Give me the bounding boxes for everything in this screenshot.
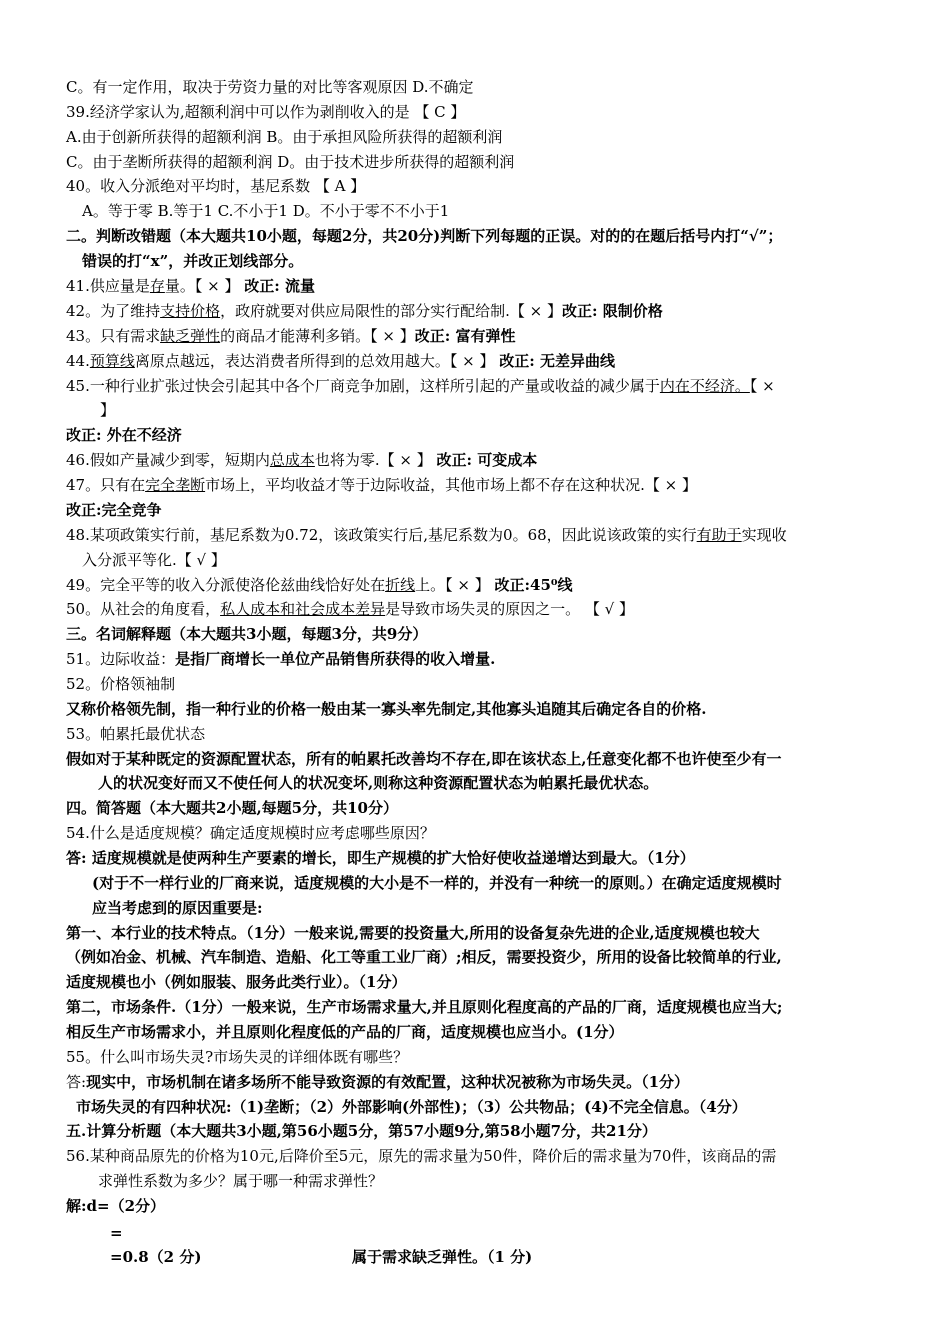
- section3-title: 三。名词解释题（本大题共3小题，每题3分，共9分）: [66, 625, 428, 643]
- q48-underlined: 有助于: [696, 526, 742, 544]
- q43: [66, 326, 515, 346]
- section2-title: 二。判断改错题（本大题共10小题，每题2分，共20分)判断下列每题的正误。对的的在题后括号内打“√”；: [66, 227, 783, 245]
- q42: [66, 301, 663, 321]
- q39-options-ab: A.由于创新所获得的超额利润 B。由于承担风险所获得的超额利润: [66, 128, 503, 146]
- q41: [66, 276, 315, 296]
- q46-text: 46.假如产量减少到零，短期内: [66, 451, 270, 469]
- q46-correction: 改正: 可变成本: [436, 451, 538, 469]
- q48: [66, 525, 787, 545]
- q40-options: A。等于零 B.等于1 C.不小于1 D。不小于零不不小于1: [82, 202, 450, 220]
- q44: [66, 351, 615, 371]
- q47-correction: 改正:完全竞争: [66, 501, 162, 519]
- q41-text: 41.供应量是: [66, 277, 150, 295]
- q55-answer-1: [66, 1072, 689, 1092]
- q56-question: 56.某种商品原先的价格为10元,后降价至5元，原先的需求量为50件，降价后的需求量为70件，该商品的需: [66, 1147, 777, 1165]
- q47-text: 47。只有在: [66, 476, 146, 494]
- q47-text-post: 市场上，平均收益才等于边际收益，其他市场上都不存在这种状况.【 × 】: [205, 476, 697, 494]
- q44-text-post: 离原点越远，表达消费者所得到的总效用越大。【 × 】: [134, 352, 500, 370]
- q46-text-post: 也将为零.【 × 】: [314, 451, 437, 469]
- q47-underlined: 完全垄断: [145, 476, 206, 494]
- q52-term: 52。价格领袖制: [66, 675, 176, 693]
- q54-answer-5: （例如冶金、机械、汽车制造、造船、化工等重工业厂商）;相反，需要投资少，所用的设备比较简单的行业,: [66, 948, 782, 966]
- q52-answer: 又称价格领先制，指一种行业的价格一般由某一寡头率先制定,其他寡头追随其后确定各自的价格.: [66, 700, 707, 718]
- q54-answer-7: 第二，市场条件.（1分）一般来说，生产市场需求量大,并且原则化程度高的产品的厂商，适度规模也应当大;: [66, 998, 783, 1016]
- q54-answer-3: 应当考虑到的原因重要是:: [92, 899, 263, 917]
- q50-text: 50。从社会的角度看，: [66, 600, 221, 618]
- q50: [66, 599, 634, 619]
- q45: [66, 376, 775, 396]
- q56-solution-2: =: [110, 1224, 123, 1242]
- q42-underlined: 支持价格: [160, 302, 221, 320]
- q50-text-post: 是导致市场失灵的原因之一。 【 √ 】: [385, 600, 634, 618]
- q45-underlined: 内在不经济。: [659, 377, 750, 395]
- q48-text-post: 实现收: [741, 526, 787, 544]
- q43-correction: 改正: 富有弹性: [414, 327, 516, 345]
- q53-answer: 假如对于某种既定的资源配置状态，所有的帕累托改善均不存在,即在该状态上,任意变化都不也许使至少有一: [66, 750, 782, 768]
- q44-correction: 改正: 无差异曲线: [499, 352, 616, 370]
- q45-correction: 改正: 外在不经济: [66, 426, 182, 444]
- q48-cont: 入分派平等化.【 √ 】: [82, 551, 226, 569]
- q46: [66, 450, 537, 470]
- q48-text: 48.某项政策实行前，基尼系数为0.72，该政策实行后,基尼系数为0。68，因此说该政策的实行: [66, 526, 697, 544]
- q39-options-cd: C。由于垄断所获得的超额利润 D。由于技术进步所获得的超额利润: [66, 153, 515, 171]
- q56-solution-1: 解:d=（2分）: [66, 1197, 166, 1215]
- section2-title-cont: 错误的打“x”，并改正划线部分。: [82, 252, 304, 270]
- q46-underlined: 总成本: [269, 451, 315, 469]
- q42-correction: 改正: 限制价格: [561, 302, 663, 320]
- q41-underlined: 存: [149, 277, 165, 295]
- q55-question: 55。什么叫市场失灵?市场失灵的详细体既有哪些？: [66, 1048, 409, 1066]
- q49-underlined: 折线: [385, 576, 416, 594]
- q56-question-cont: 求弹性系数为多少？属于哪一种需求弹性？: [98, 1172, 384, 1190]
- q54-answer-2: (对于不一样行业的厂商来说，适度规模的大小是不一样的，并没有一种统一的原则。）在确定适度规模时: [92, 874, 782, 892]
- q39-question: 39.经济学家认为,超额利润中可以作为剥削收入的是 【 C 】: [66, 103, 466, 121]
- q54-answer-8: 相反生产市场需求小，并且原则化程度低的产品的厂商，适度规模也应当小。(1分）: [66, 1023, 624, 1041]
- q38-option-cd: C。有一定作用，取决于劳资力量的对比等客观原因 D.不确定: [66, 78, 474, 96]
- q54-answer-4: 第一、本行业的技术特点。（1分）一般来说,需要的投资量大,所用的设备复杂先进的企业,适度规模也较大: [66, 924, 760, 942]
- q56-solution-3: =0.8（2 分): [110, 1248, 202, 1266]
- q51: [66, 649, 495, 669]
- q49-correction: 改正:45⁰线: [494, 576, 573, 594]
- q50-underlined: 私人成本和社会成本差异: [220, 600, 386, 618]
- q40-question: 40。收入分派绝对平均时，基尼系数 【 A 】: [66, 177, 366, 195]
- q43-text-post: 的商品才能薄利多销。【 × 】: [220, 327, 415, 345]
- q43-text: 43。只有需求: [66, 327, 161, 345]
- q55-answer-2: 市场失灵的有四种状况:（1)垄断；（2）外部影响(外部性)；（3）公共物品；(4)不完全信息。（4分）: [76, 1098, 747, 1116]
- section5-title: 五.计算分析题（本大题共3小题,第56小题5分，第57小题9分,第58小题7分，共21分）: [66, 1122, 657, 1140]
- q45-text: 45.一种行业扩张过快会引起其中各个厂商竞争加剧，这样所引起的产量或收益的减少属于: [66, 377, 660, 395]
- q49-text: 49。完全平等的收入分派使洛伦兹曲线恰好处在: [66, 576, 386, 594]
- q45-bracket-close: 】: [100, 401, 116, 419]
- q41-text-post: 量。【 × 】: [164, 277, 245, 295]
- q55-answer-label: 答:: [66, 1073, 87, 1091]
- q54-answer-1: 答: 适度规模就是使两种生产要素的增长，即生产规模的扩大恰好使收益递增达到最大。（1分）: [66, 849, 695, 867]
- q53-term: 53。帕累托最优状态: [66, 725, 206, 743]
- q47: [66, 475, 697, 495]
- q54-answer-6: 适度规模也小（例如服装、服务此类行业）。（1分）: [66, 973, 407, 991]
- q53-answer-cont: 人的状况变好而又不使任何人的状况变坏,则称这种资源配置状态为帕累托最优状态。: [98, 774, 659, 792]
- q44-underlined: 预算线: [89, 352, 135, 370]
- q49: [66, 575, 572, 595]
- q43-underlined: 缺乏弹性: [160, 327, 221, 345]
- q49-text-post: 上。【 × 】: [415, 576, 495, 594]
- q54-question: 54.什么是适度规模？确定适度规模时应考虑哪些原因？: [66, 824, 435, 842]
- q56-conclusion: 属于需求缺乏弹性。（1 分): [352, 1248, 533, 1266]
- section4-title: 四。简答题（本大题共2小题,每题5分，共10分）: [66, 799, 398, 817]
- q45-mark: 【 ×: [749, 377, 775, 395]
- q44-number: 44.: [66, 352, 90, 370]
- q41-correction: 改正: 流量: [244, 277, 316, 295]
- q55-answer-text: 现实中，市场机制在诸多场所不能导致资源的有效配置，这种状况被称为市场失灵。（1分）: [86, 1073, 690, 1091]
- q51-term: 51。边际收益：: [66, 650, 176, 668]
- q42-text: 42。为了维持: [66, 302, 161, 320]
- q51-answer: 是指厂商增长一单位产品销售所获得的收入增量.: [175, 650, 496, 668]
- q42-text-post: ，政府就要对供应局限性的部分实行配给制.【 × 】: [220, 302, 562, 320]
